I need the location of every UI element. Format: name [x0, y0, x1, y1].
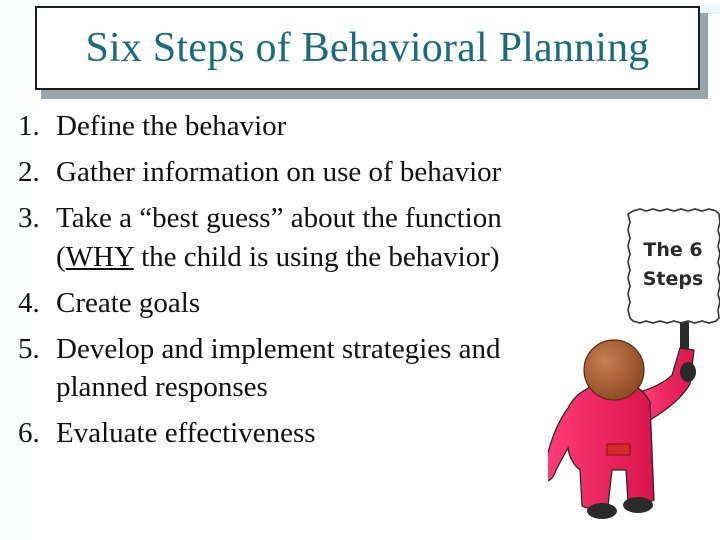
step-text-after: the child is using the behavior): [133, 240, 500, 273]
step-text: Evaluate effectiveness: [56, 417, 316, 449]
steps-list: [18, 107, 538, 460]
figure-body: [548, 381, 654, 509]
step-text: Create goals: [56, 286, 201, 319]
badge: [607, 444, 630, 455]
step-number: 6.: [18, 417, 40, 449]
left-foot: [587, 503, 617, 519]
step-item-4: [18, 284, 538, 323]
step-item-6: [18, 414, 538, 453]
step-text: Develop and implement strategies and planned responses: [56, 332, 501, 403]
title-box: [35, 6, 700, 90]
step-item-2: [18, 153, 538, 192]
step-number: 1.: [18, 110, 40, 142]
step-number: 4.: [18, 286, 40, 319]
step-item-1: [18, 107, 538, 146]
step-text: Define the behavior: [56, 110, 287, 142]
sign-text-line-2: Steps: [642, 268, 704, 290]
step-text: Gather information on use of behavior: [56, 156, 502, 188]
figure-head: [584, 340, 644, 400]
step-number: 3.: [18, 202, 40, 234]
right-foot: [623, 497, 653, 513]
step-text-underlined: WHY: [65, 240, 134, 273]
sign-text-line-1: The 6: [643, 239, 703, 261]
sign-text: [626, 236, 720, 294]
hand: [680, 362, 696, 382]
slide-title: Six Steps of Behavioral Planning: [85, 25, 650, 71]
step-text-before: Take a “best guess” about the function (: [56, 202, 502, 273]
step-number: 5.: [18, 332, 40, 365]
step-number: 2.: [18, 156, 40, 188]
step-text: [56, 199, 538, 276]
step-item-5: [18, 330, 538, 407]
step-item-3: [18, 199, 538, 276]
